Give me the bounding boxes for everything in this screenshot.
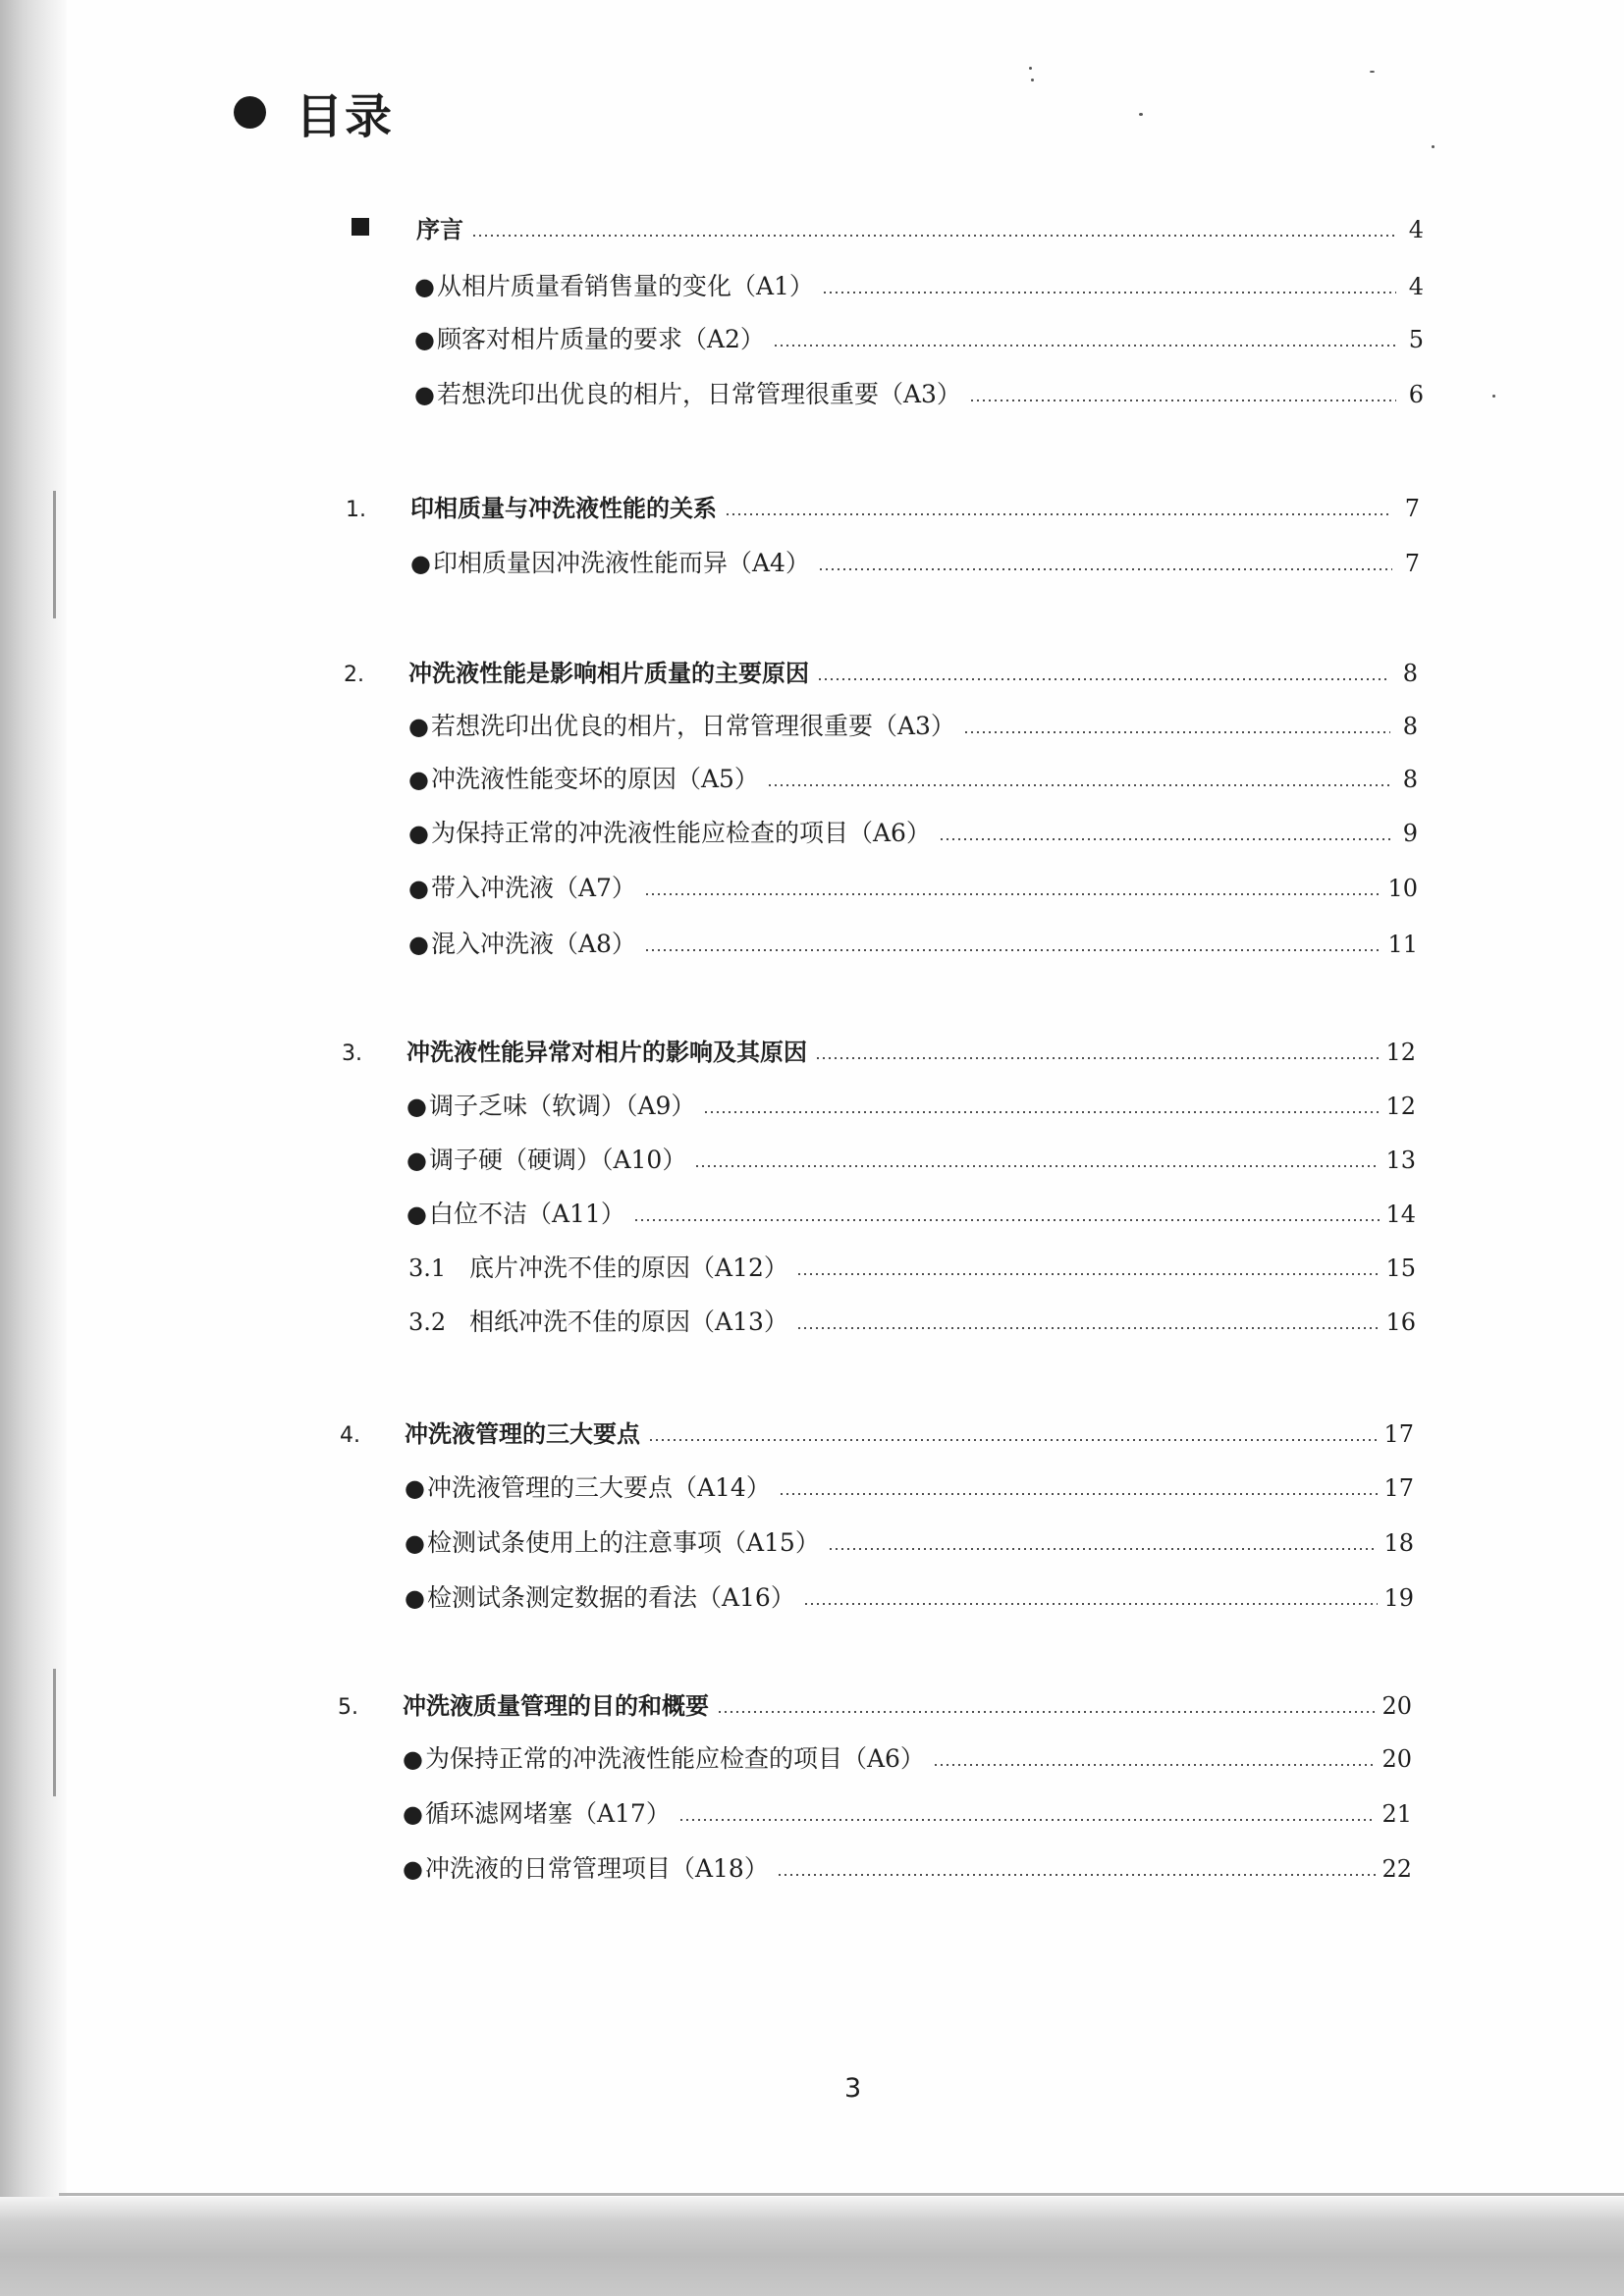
toc-entry[interactable] xyxy=(403,1794,1412,1830)
entry-page-number: 8 xyxy=(1402,766,1418,793)
page-number: 3 xyxy=(844,2073,862,2104)
toc-section-2[interactable] xyxy=(344,654,1418,689)
toc-entry[interactable] xyxy=(405,1523,1414,1559)
entry-title: 带入冲洗液（A7） xyxy=(430,874,636,902)
entry-title: 循环滤网堵塞（A17） xyxy=(424,1799,671,1828)
dot-leader xyxy=(633,1219,1380,1221)
entry-title: 冲洗液性能异常对相片的影响及其原因 xyxy=(406,1039,807,1066)
entry-page-number: 20 xyxy=(1381,1692,1412,1720)
entry-page-number: 10 xyxy=(1387,875,1418,902)
dot-leader xyxy=(796,1273,1380,1275)
entry-title: 从相片质量看销售量的变化（A1） xyxy=(436,272,814,300)
entry-title: 检测试条使用上的注意事项（A15） xyxy=(426,1528,820,1557)
entry-page-number: 6 xyxy=(1408,381,1424,408)
entry-page-number: 5 xyxy=(1408,326,1424,353)
entry-title: 为保持正常的冲洗液性能应检查的项目（A6） xyxy=(430,819,931,847)
dot-leader xyxy=(818,568,1392,570)
entry-title: 混入冲洗液（A8） xyxy=(430,930,636,958)
entry-page-number: 14 xyxy=(1385,1201,1416,1228)
bullet-icon: ● xyxy=(403,1745,423,1773)
toc-preface[interactable] xyxy=(352,210,1424,245)
entry-title: 顾客对相片质量的要求（A2） xyxy=(436,325,765,353)
toc-entry[interactable] xyxy=(408,707,1418,742)
dot-leader xyxy=(803,1603,1379,1605)
toc-entry[interactable] xyxy=(410,544,1420,579)
square-bullet-icon xyxy=(352,218,369,236)
scan-speck xyxy=(1492,395,1495,398)
section-number: 5. xyxy=(338,1695,358,1720)
entry-title: 底片冲洗不佳的原因（A12） xyxy=(469,1254,788,1282)
scan-speck xyxy=(1029,67,1032,70)
dot-leader xyxy=(694,1165,1380,1167)
entry-page-number: 20 xyxy=(1381,1745,1412,1773)
bullet-icon: ● xyxy=(406,1201,427,1228)
entry-title: 检测试条测定数据的看法（A16） xyxy=(426,1583,795,1612)
entry-page-number: 9 xyxy=(1402,820,1418,847)
dot-leader xyxy=(815,1057,1380,1059)
heading-title: 目录 xyxy=(296,89,395,144)
dot-leader xyxy=(779,1493,1379,1495)
entry-page-number: 13 xyxy=(1385,1147,1416,1174)
toc-entry[interactable] xyxy=(405,1578,1414,1614)
subsection-number: 3.1 xyxy=(408,1255,447,1282)
entry-page-number: 16 xyxy=(1385,1308,1416,1336)
entry-title: 冲洗液管理的三大要点 xyxy=(405,1420,640,1448)
staple-mark-top xyxy=(53,491,56,618)
section-number: 4. xyxy=(340,1423,360,1448)
entry-page-number: 8 xyxy=(1402,660,1418,687)
entry-title: 冲洗液性能变坏的原因（A5） xyxy=(430,765,759,793)
heading-bullet-icon xyxy=(234,96,266,129)
entry-page-number: 11 xyxy=(1387,931,1418,958)
toc-entry[interactable] xyxy=(408,814,1418,849)
entry-page-number: 21 xyxy=(1381,1800,1412,1828)
section-number: 1. xyxy=(346,498,366,522)
entry-title: 若想洗印出优良的相片，日常管理很重要（A3） xyxy=(436,380,961,408)
bullet-icon: ● xyxy=(403,1855,423,1883)
toc-section-5[interactable] xyxy=(338,1686,1412,1722)
toc-entry[interactable] xyxy=(414,320,1424,355)
dot-leader xyxy=(963,731,1390,733)
entry-title: 印相质量与冲洗液性能的关系 xyxy=(410,495,717,522)
bullet-icon: ● xyxy=(406,1147,427,1174)
staple-mark-bottom xyxy=(53,1669,56,1796)
toc-entry[interactable] xyxy=(406,1195,1416,1230)
bullet-icon: ● xyxy=(408,713,429,740)
dot-leader xyxy=(725,513,1392,515)
toc-entry[interactable] xyxy=(406,1141,1416,1176)
bullet-icon: ● xyxy=(410,550,431,577)
entry-title: 相纸冲洗不佳的原因（A13） xyxy=(469,1308,788,1336)
entry-page-number: 12 xyxy=(1385,1039,1416,1066)
dot-leader xyxy=(828,1548,1379,1550)
entry-page-number: 7 xyxy=(1404,550,1420,577)
toc-entry[interactable] xyxy=(414,267,1424,302)
bullet-icon: ● xyxy=(408,875,429,902)
entry-page-number: 17 xyxy=(1383,1420,1414,1448)
entry-title: 调子乏味（软调）（A9） xyxy=(428,1092,696,1120)
section-number: 3. xyxy=(342,1041,362,1066)
toc-entry[interactable] xyxy=(414,375,1424,410)
entry-title: 白位不洁（A11） xyxy=(428,1200,625,1228)
entry-title: 冲洗液质量管理的目的和概要 xyxy=(403,1692,709,1720)
dot-leader xyxy=(773,345,1396,347)
dot-leader xyxy=(933,1764,1377,1766)
bullet-icon: ● xyxy=(414,326,435,353)
bullet-icon: ● xyxy=(408,766,429,793)
entry-title: 冲洗液管理的三大要点（A14） xyxy=(426,1473,771,1502)
dot-leader xyxy=(644,893,1382,895)
entry-page-number: 7 xyxy=(1404,495,1420,522)
dot-leader xyxy=(796,1327,1380,1329)
entry-page-number: 4 xyxy=(1408,273,1424,300)
entry-title: 冲洗液的日常管理项目（A18） xyxy=(424,1854,769,1883)
toc-section-1[interactable] xyxy=(346,489,1420,524)
dot-leader xyxy=(822,292,1396,294)
entry-title: 调子硬（硬调）（A10） xyxy=(428,1146,687,1174)
entry-title: 若想洗印出优良的相片，日常管理很重要（A3） xyxy=(430,712,955,740)
scan-speck xyxy=(1432,145,1435,148)
dot-leader xyxy=(644,949,1382,951)
bullet-icon: ● xyxy=(405,1584,425,1612)
entry-page-number: 15 xyxy=(1385,1255,1416,1282)
bullet-icon: ● xyxy=(414,273,435,300)
dot-leader xyxy=(471,235,1396,237)
scan-speck xyxy=(1031,79,1034,81)
entry-title: 印相质量因冲洗液性能而异（A4） xyxy=(432,549,810,577)
dot-leader xyxy=(648,1439,1378,1441)
bullet-icon: ● xyxy=(406,1093,427,1120)
toc-subsection[interactable] xyxy=(408,1303,1416,1338)
dot-leader xyxy=(969,400,1396,401)
entry-page-number: 12 xyxy=(1385,1093,1416,1120)
scan-speck xyxy=(1370,71,1375,73)
bullet-icon: ● xyxy=(414,381,435,408)
toc-section-3[interactable] xyxy=(342,1033,1416,1068)
scan-bottom-shadow xyxy=(0,2197,1624,2296)
dot-leader xyxy=(767,784,1390,786)
dot-leader xyxy=(703,1111,1380,1113)
entry-page-number: 17 xyxy=(1383,1474,1414,1502)
toc-entry[interactable] xyxy=(408,925,1418,960)
dot-leader xyxy=(817,678,1390,680)
toc-entry[interactable] xyxy=(408,760,1418,795)
toc-entry[interactable] xyxy=(403,1849,1412,1885)
toc-entry[interactable] xyxy=(405,1468,1414,1504)
entry-page-number: 8 xyxy=(1402,713,1418,740)
subsection-number: 3.2 xyxy=(408,1308,447,1336)
scan-speck xyxy=(1139,113,1143,116)
toc-heading xyxy=(234,79,394,146)
page-edge xyxy=(59,2193,1624,2196)
entry-page-number: 19 xyxy=(1383,1584,1414,1612)
bullet-icon: ● xyxy=(405,1529,425,1557)
toc-entry[interactable] xyxy=(403,1739,1412,1775)
entry-title: 冲洗液性能是影响相片质量的主要原因 xyxy=(408,660,809,687)
dot-leader xyxy=(678,1819,1377,1821)
bullet-icon: ● xyxy=(405,1474,425,1502)
section-number: 2. xyxy=(344,663,364,687)
entry-page-number: 4 xyxy=(1408,216,1424,243)
bullet-icon: ● xyxy=(408,931,429,958)
entry-page-number: 18 xyxy=(1383,1529,1414,1557)
dot-leader xyxy=(717,1711,1376,1713)
toc-subsection[interactable] xyxy=(408,1249,1416,1284)
entry-title: 为保持正常的冲洗液性能应检查的项目（A6） xyxy=(424,1744,925,1773)
toc-entry[interactable] xyxy=(406,1087,1416,1122)
binding-shadow xyxy=(0,0,67,2296)
dot-leader xyxy=(939,838,1390,840)
toc-entry[interactable] xyxy=(408,869,1418,904)
bullet-icon: ● xyxy=(403,1800,423,1828)
bullet-icon: ● xyxy=(408,820,429,847)
entry-title: 序言 xyxy=(416,216,463,243)
toc-section-4[interactable] xyxy=(340,1415,1414,1450)
dot-leader xyxy=(777,1874,1377,1876)
entry-page-number: 22 xyxy=(1381,1855,1412,1883)
